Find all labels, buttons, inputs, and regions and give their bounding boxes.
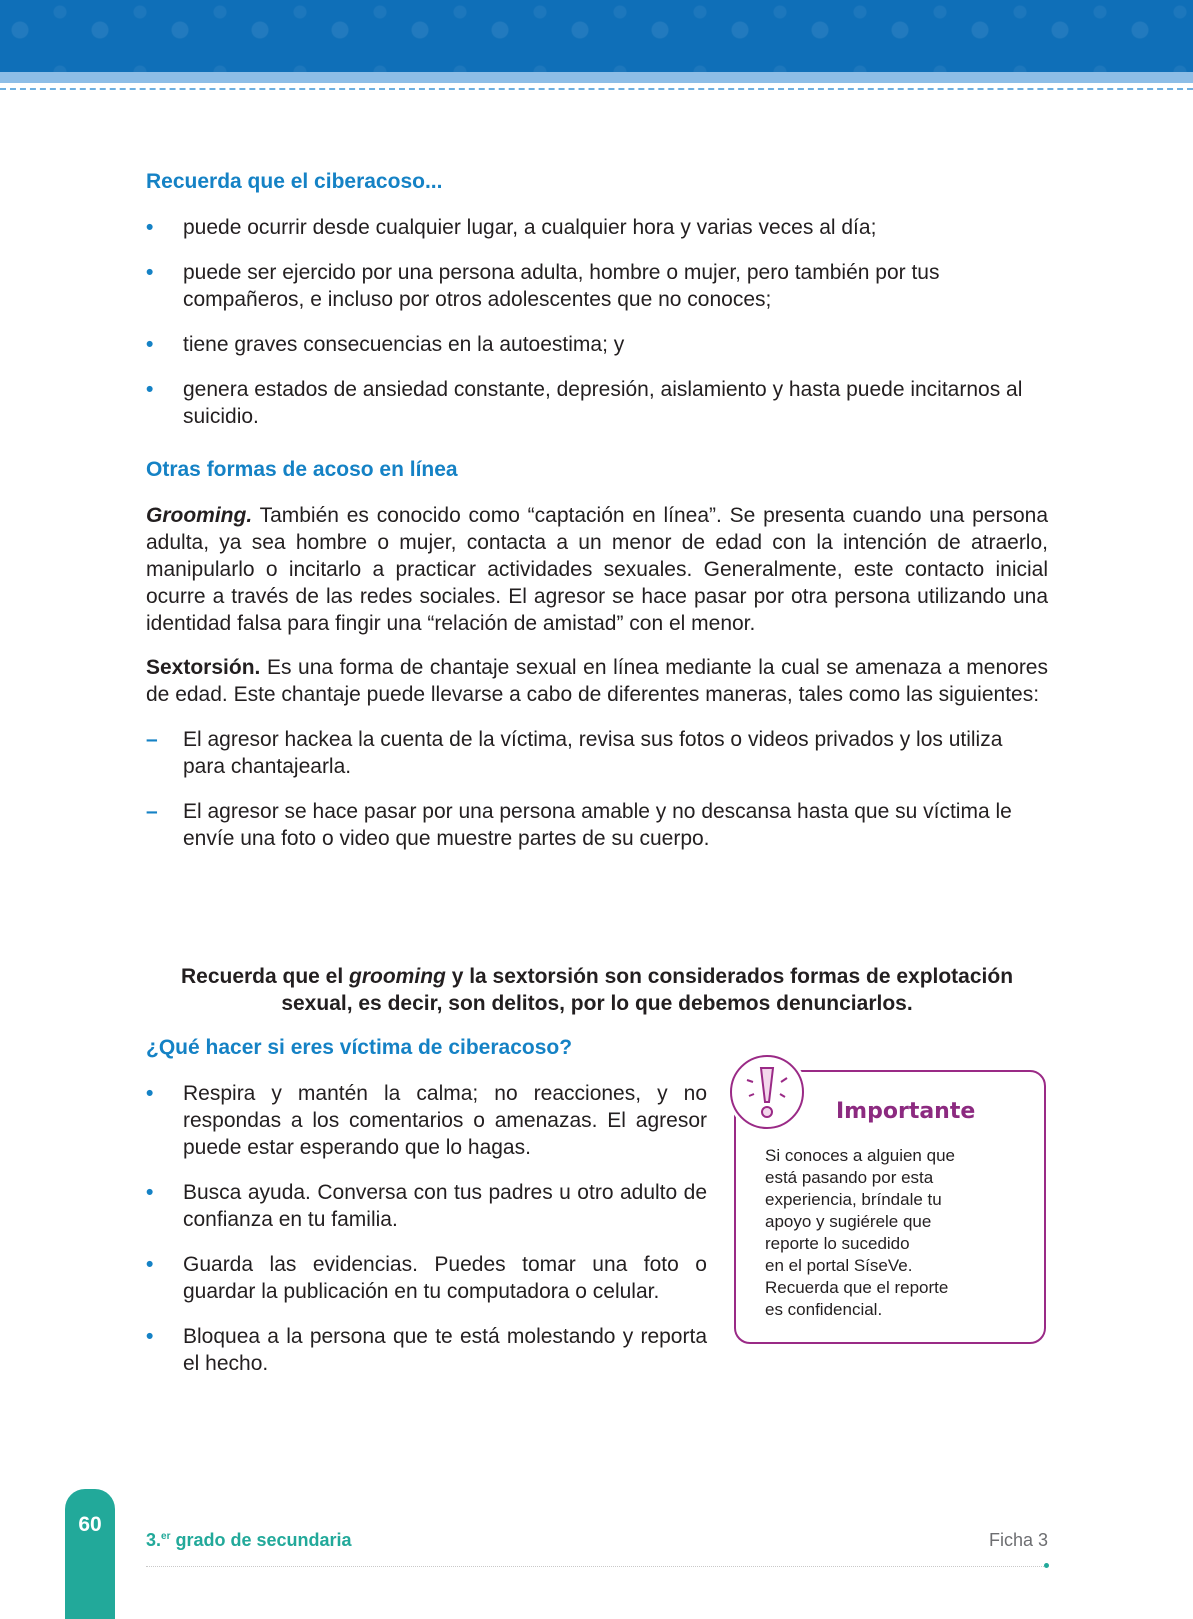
list-item [146, 331, 1048, 358]
important-line: Recuerda que el reporte [765, 1278, 949, 1297]
sextorsion-paragraph [146, 654, 1048, 708]
list-item-text: Respira y mantén la calma; no reacciones, y no respondas a los comentarios o amenazas. El agresor puede estar esperando que lo hagas. [183, 1082, 707, 1159]
bullet-icon: • [146, 378, 154, 401]
grade-label [146, 1530, 352, 1551]
list-item [146, 1080, 707, 1161]
important-line: apoyo y sugiérele que [765, 1212, 932, 1231]
victim-steps-list [146, 1080, 707, 1377]
grooming-callout [146, 963, 1048, 1017]
grooming-term: Grooming. [146, 504, 253, 527]
list-item-text: Bloquea a la persona que te está molestando y reporta el hecho. [183, 1325, 707, 1375]
exclamation-icon [727, 1052, 807, 1132]
list-item-text: Busca ayuda. Conversa con tus padres u otro adulto de confianza en tu familia. [183, 1181, 707, 1231]
list-item [146, 1323, 707, 1377]
section3-heading: ¿Qué hacer si eres víctima de ciberacoso? [146, 1036, 573, 1059]
banner-stripe [0, 72, 1193, 83]
bullet-icon: • [146, 1181, 154, 1204]
important-line: está pasando por esta [765, 1168, 934, 1187]
list-item-text: tiene graves consecuencias en la autoestima; y [183, 333, 625, 356]
list-item-text: puede ser ejercido por una persona adulta, hombre o mujer, pero también por tus compañeros, e incluso por otros adolescentes que no conoces; [183, 261, 940, 311]
list-item [146, 726, 1048, 780]
bullet-icon: • [146, 333, 154, 356]
callout-part1: Recuerda que el [180, 965, 350, 988]
list-item [146, 1251, 707, 1305]
list-item [146, 214, 1048, 241]
list-item [146, 376, 1048, 430]
grade-suffix: grado de secundaria [170, 1530, 352, 1550]
important-title: Importante [836, 1099, 976, 1124]
list-item-text: El agresor hackea la cuenta de la víctima, revisa sus fotos o videos privados y los utiliza para chantajearla. [183, 728, 1003, 778]
callout-italic: grooming [349, 965, 446, 988]
ficha-label: Ficha 3 [988, 1530, 1048, 1550]
section1-heading: Recuerda que el ciberacoso... [146, 170, 443, 193]
important-line: en el portal SíseVe. [765, 1256, 913, 1275]
important-text [765, 1145, 1015, 1321]
header-banner [0, 0, 1193, 72]
list-item [146, 1179, 707, 1233]
footer-rule [146, 1566, 1046, 1567]
grade-sup: er [161, 1531, 171, 1542]
list-item [146, 798, 1048, 852]
important-line: experiencia, bríndale tu [765, 1190, 942, 1209]
bullet-icon: • [146, 1325, 154, 1348]
banner-pattern [0, 0, 1193, 72]
bullet-icon: • [146, 216, 154, 239]
list-item-text: puede ocurrir desde cualquier lugar, a cualquier hora y varias veces al día; [183, 216, 877, 239]
important-line: es confidencial. [765, 1300, 883, 1319]
list-item-text: genera estados de ansiedad constante, depresión, aislamiento y hasta puede incitarnos al suicidio. [183, 378, 1023, 428]
list-item [146, 259, 1048, 313]
important-line: reporte lo sucedido [765, 1234, 910, 1253]
bullet-icon: • [146, 1082, 154, 1105]
sextorsion-term: Sextorsión. [146, 656, 261, 679]
grooming-paragraph [146, 502, 1048, 637]
dash-icon: – [146, 800, 158, 823]
footer-dot [1044, 1563, 1049, 1568]
callout-part2: y la sextorsión son considerados formas de explotación sexual, es decir, son delitos, por lo que debemos denunciarlos. [281, 965, 1014, 1015]
bullet-icon: • [146, 261, 154, 284]
list-item-text: El agresor se hace pasar por una persona amable y no descansa hasta que su víctima le envíe una foto o video que muestre partes de su cuerpo. [183, 800, 1012, 850]
main-content [146, 170, 1048, 852]
dash-icon: – [146, 728, 158, 751]
dashed-divider [0, 88, 1193, 90]
bullet-icon: • [146, 1253, 154, 1276]
grooming-text: También es conocido como “captación en línea”. Se presenta cuando una persona adulta, ya sea hombre o mujer, contacta a un menor de edad con la intención de atraerlo, manipularlo o incitarlo a practicar actividades sexuales. Generalmente, este contacto inicial ocurre a través de las redes sociales. El agresor se hace pasar por otra persona utilizando una identidad falsa para fingir una “relación de amistad” con el menor. [146, 504, 1048, 635]
list-item-text: Guarda las evidencias. Puedes tomar una foto o guardar la publicación en tu computadora o celular. [183, 1253, 707, 1303]
section2-heading: Otras formas de acoso en línea [146, 458, 458, 481]
page-number: 60 [78, 1513, 102, 1536]
sextorsion-text: Es una forma de chantaje sexual en línea mediante la cual se amenaza a menores de edad. Este chantaje puede llevarse a cabo de diferentes maneras, tales como las siguientes: [146, 656, 1048, 706]
important-line: Si conoces a alguien que [765, 1146, 955, 1165]
grade-prefix: 3. [146, 1530, 162, 1550]
